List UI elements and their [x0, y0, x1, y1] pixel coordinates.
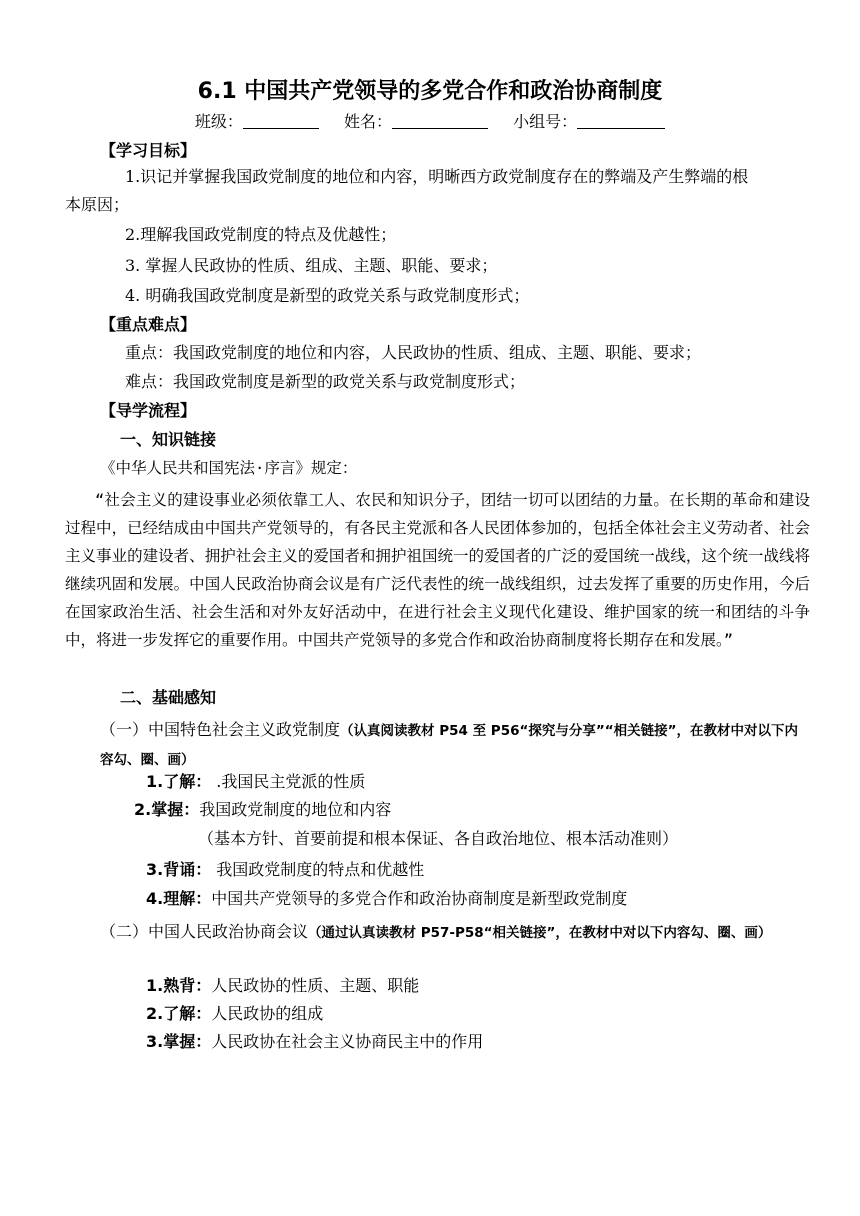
class-label: 班级： [194, 112, 243, 131]
item-label: 3.背诵： [146, 860, 212, 879]
item-text: 中国共产党领导的多党合作和政治协商制度是新型政党制度 [211, 889, 628, 908]
objective-item: 本原因； [65, 195, 130, 214]
part2-note: （通过认真读教材 P57-P58“相关链接”，在教材中对以下内容勾、圈、画） [308, 925, 772, 941]
part1-item [134, 800, 391, 820]
item-text: 人民政协在社会主义协商民主中的作用 [211, 1032, 484, 1051]
part1-note: （认真阅读教材 P54 至 P56“探究与分享”“相关链接”，在教材中对以下内容勾、圈、画） [100, 723, 798, 768]
keypoints-heading: 【重点难点】 [100, 315, 197, 334]
item-text: 人民政协的性质、主题、职能 [211, 976, 420, 995]
part1-item-detail: （基本方针、首要前提和根本保证、各自政治地位、根本活动准则） [198, 829, 679, 848]
student-info-row [0, 112, 860, 132]
item-label: 3.掌握： [146, 1032, 212, 1051]
group-label: 小组号： [513, 112, 578, 131]
name-label: 姓名： [343, 112, 392, 131]
objective-item: 3. 掌握人民政协的性质、组成、主题、职能、要求； [125, 256, 498, 275]
section1-heading: 一、知识链接 [120, 430, 217, 449]
part1-item [146, 772, 365, 792]
section2-heading: 二、基础感知 [120, 688, 217, 707]
item-text: 我国政党制度的地位和内容 [199, 800, 392, 819]
item-label: 2.掌握： [134, 800, 200, 819]
objective-item: 2.理解我国政党制度的特点及优越性； [125, 225, 397, 244]
name-field[interactable] [392, 112, 488, 129]
item-label: 1.了解： [146, 772, 212, 791]
item-label: 4.理解： [146, 889, 212, 908]
page-title: 6.1 中国共产党领导的多党合作和政治协商制度 [197, 79, 663, 104]
part2-item [146, 976, 419, 996]
key-point: 重点：我国政党制度的地位和内容，人民政协的性质、组成、主题、职能、要求； [125, 343, 702, 362]
part1-item [146, 889, 627, 909]
difficult-point: 难点：我国政党制度是新型的政党关系与政党制度形式； [125, 372, 526, 391]
item-text: .我国民主党派的性质 [211, 772, 366, 791]
item-text: 人民政协的组成 [211, 1004, 324, 1023]
process-heading: 【导学流程】 [100, 401, 197, 420]
part1-title-text: （一）中国特色社会主义政党制度 [100, 720, 341, 739]
item-text: 我国政党制度的特点和优越性 [211, 860, 425, 879]
objective-item: 1.识记并掌握我国政党制度的地位和内容，明晰西方政党制度存在的弊端及产生弊端的根 [125, 167, 749, 186]
part2-item [146, 1004, 323, 1024]
part1-item [146, 860, 424, 880]
constitution-quote: “社会主义的建设事业必须依靠工人、农民和知识分子，团结一切可以团结的力量。在长期的革命和建设过程中，已经结成由中国共产党领导的，有各民主党派和各人民团体参加的，包括全体社会主义劳动者、社会主义事业的建设者、拥护社会主义的爱国者和拥护祖国统一的爱国者的广泛的爱国统一战线，这个统一战线将继续巩固和发展。中国人民政治协商会议是有广泛代表性的统一战线组织，过去发挥了重要的历史作用，今后在国家政治生活、社会生活和对外友好活动中，在进行社会主义现代化建设、维护国家的统一和团结的斗争中，将进一步发挥它的重要作用。中国共产党领导的多党合作和政治协商制度将长期存在和发展。” [65, 491, 810, 649]
item-label: 1.熟背： [146, 976, 212, 995]
part1-title [100, 716, 810, 774]
objective-item: 4. 明确我国政党制度是新型的政党关系与政党制度形式； [125, 286, 530, 305]
item-label: 2.了解： [146, 1004, 212, 1023]
class-field[interactable] [243, 112, 319, 129]
objectives-heading: 【学习目标】 [100, 141, 197, 160]
part2-item [146, 1032, 483, 1052]
part2-title-text: （二）中国人民政治协商会议 [100, 922, 309, 941]
group-field[interactable] [577, 112, 665, 129]
quote-source: 《中华人民共和国宪法·序言》规定： [100, 459, 358, 477]
part2-title [100, 917, 810, 948]
